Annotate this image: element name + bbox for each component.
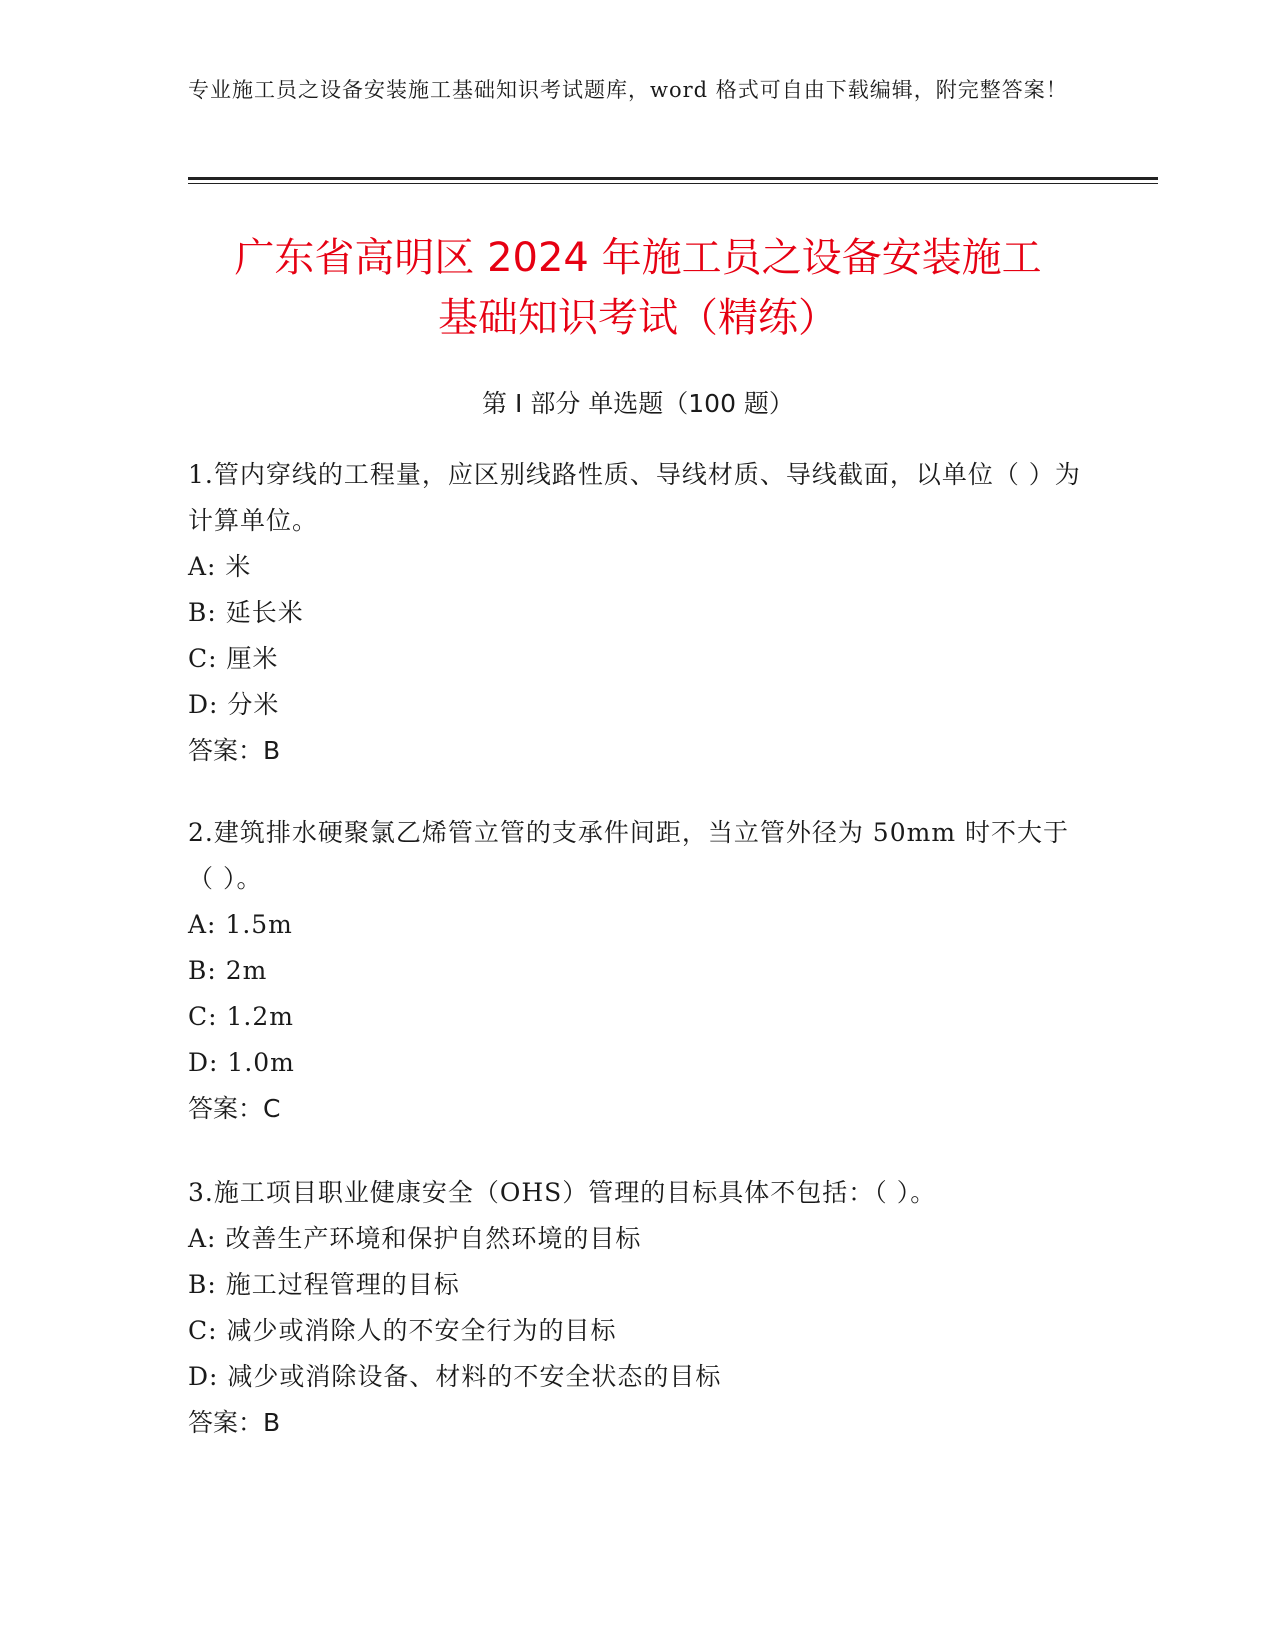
option-a: A: 米 xyxy=(188,552,252,581)
option-a: A: 改善生产环境和保护自然环境的目标 xyxy=(188,1224,642,1253)
option-a: A: 1.5m xyxy=(188,910,293,939)
option-c: C: 1.2m xyxy=(188,1002,294,1031)
document-title xyxy=(188,228,1088,348)
option-c: C: 减少或消除人的不安全行为的目标 xyxy=(188,1316,617,1345)
option-b: B: 2m xyxy=(188,956,268,985)
section-title: 第 I 部分 单选题（100 题） xyxy=(482,389,794,418)
question-stem: 1.管内穿线的工程量，应区别线路性质、导线材质、导线截面，以单位（ ）为计算单位。 xyxy=(188,460,1081,535)
option-b: B: 延长米 xyxy=(188,598,304,627)
answer: 答案：B xyxy=(188,736,281,765)
answer: 答案：C xyxy=(188,1094,281,1123)
question-2 xyxy=(188,810,1088,1132)
option-b: B: 施工过程管理的目标 xyxy=(188,1270,460,1299)
document-title-line2: 基础知识考试（精练） xyxy=(438,295,838,341)
header-note: 专业施工员之设备安装施工基础知识考试题库，word 格式可自由下载编辑，附完整答案！ xyxy=(188,78,1068,102)
header-rule-thin xyxy=(188,183,1158,184)
question-stem: 2.建筑排水硬聚氯乙烯管立管的支承件间距，当立管外径为 50mm 时不大于（ ）。 xyxy=(188,818,1069,893)
option-d: D: 减少或消除设备、材料的不安全状态的目标 xyxy=(188,1362,722,1391)
question-1 xyxy=(188,452,1088,774)
option-d: D: 分米 xyxy=(188,690,280,719)
option-c: C: 厘米 xyxy=(188,644,279,673)
answer: 答案：B xyxy=(188,1408,281,1437)
option-d: D: 1.0m xyxy=(188,1048,295,1077)
question-3 xyxy=(188,1170,1088,1446)
question-stem: 3.施工项目职业健康安全（OHS）管理的目标具体不包括：（ ）。 xyxy=(188,1178,937,1207)
header-rule-thick xyxy=(188,177,1158,180)
document-title-line1: 广东省高明区 2024 年施工员之设备安装施工 xyxy=(234,235,1042,281)
